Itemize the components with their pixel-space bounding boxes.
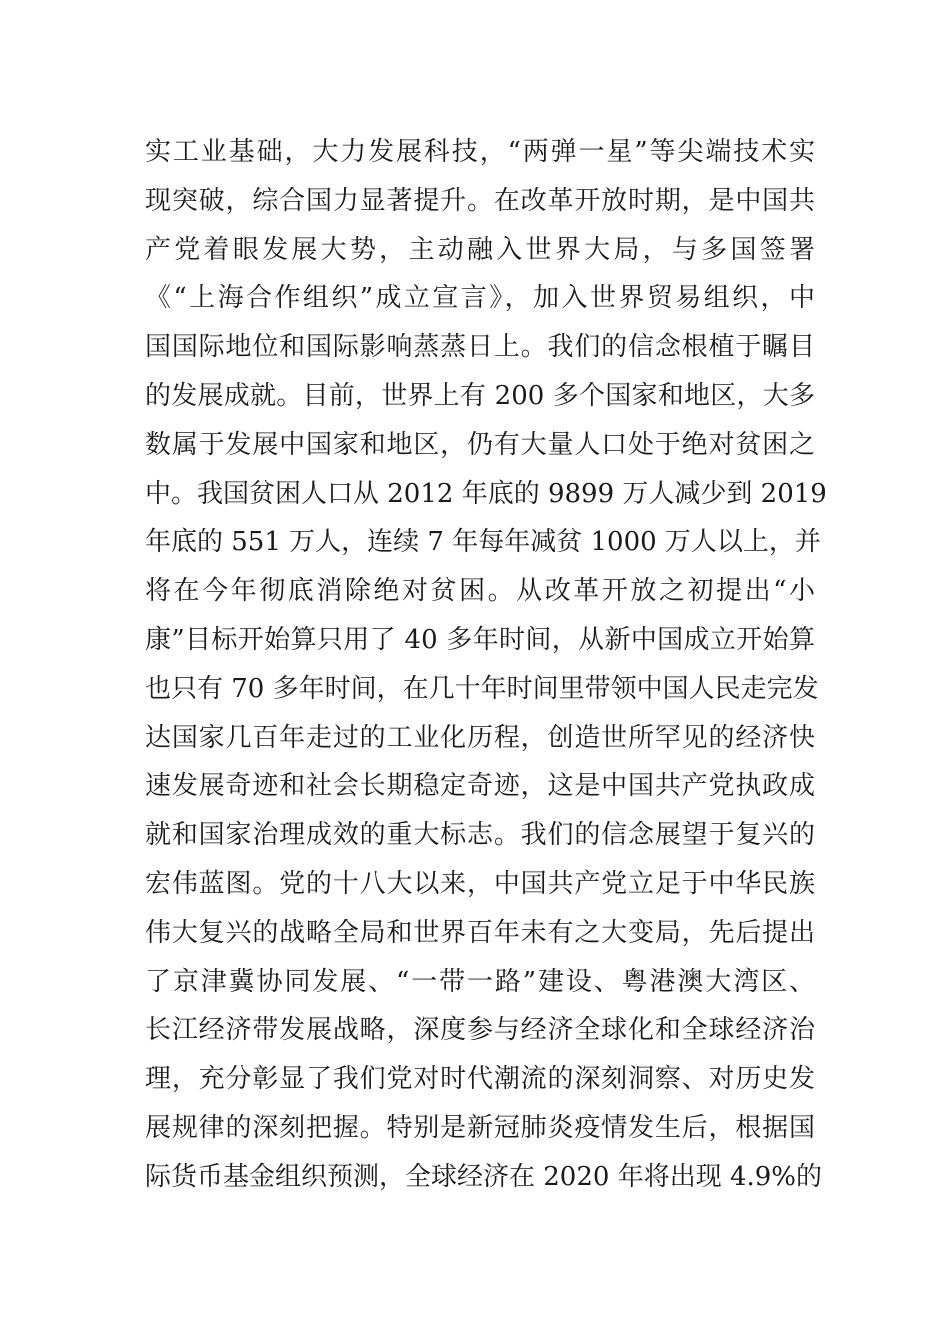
text-line: 产党着眼发展大势，主动融入世界大局，与多国签署 — [145, 234, 815, 265]
text-line: 国国际地位和国际影响蒸蒸日上。我们的信念根植于瞩目 — [145, 332, 815, 363]
text-line: 数属于发展中国家和地区，仍有大量人口处于绝对贫困之 — [145, 429, 815, 460]
text-line: 展规律的深刻把握。特别是新冠肺炎疫情发生后，根据国 — [145, 1112, 815, 1143]
text-line: 长江经济带发展战略，深度参与经济全球化和全球经济治 — [145, 1015, 815, 1046]
text-line: 将在今年彻底消除绝对贫困。从改革开放之初提出“小 — [145, 576, 815, 607]
text-line: 达国家几百年走过的工业化历程，创造世所罕见的经济快 — [145, 722, 815, 753]
text-line: 宏伟蓝图。党的十八大以来，中国共产党立足于中华民族 — [145, 868, 815, 899]
text-line: 了京津冀协同发展、“一带一路”建设、粤港澳大湾区、 — [145, 966, 815, 997]
text-line: 伟大复兴的战略全局和世界百年未有之大变局，先后提出 — [145, 917, 815, 948]
text-line: 理，充分彰显了我们党对时代潮流的深刻洞察、对历史发 — [145, 1064, 815, 1095]
text-line: 也只有 70 多年时间，在几十年时间里带领中国人民走完发 — [145, 673, 819, 704]
text-line: 康”目标开始算只用了 40 多年时间，从新中国成立开始算 — [145, 624, 815, 655]
text-line: 的发展成就。目前，世界上有 200 多个国家和地区，大多 — [145, 380, 815, 411]
text-line: 实工业基础，大力发展科技，“两弹一星”等尖端技术实 — [145, 137, 815, 167]
text-line: 年底的 551 万人，连续 7 年每年减贫 1000 万人以上，并 — [145, 527, 821, 558]
text-line: 现突破，综合国力显著提升。在改革开放时期，是中国共 — [145, 185, 815, 216]
body-paragraph — [145, 128, 827, 1202]
text-line: 中。我国贫困人口从 2012 年底的 9899 万人减少到 2019 — [145, 478, 827, 509]
text-line: 就和国家治理成效的重大标志。我们的信念展望于复兴的 — [145, 820, 815, 851]
text-line: 际货币基金组织预测，全球经济在 2020 年将出现 4.9%的 — [145, 1161, 823, 1192]
text-line: 速发展奇迹和社会长期稳定奇迹，这是中国共产党执政成 — [145, 771, 815, 802]
text-line: 《“上海合作组织”成立宣言》，加入世界贸易组织，中 — [145, 283, 815, 314]
